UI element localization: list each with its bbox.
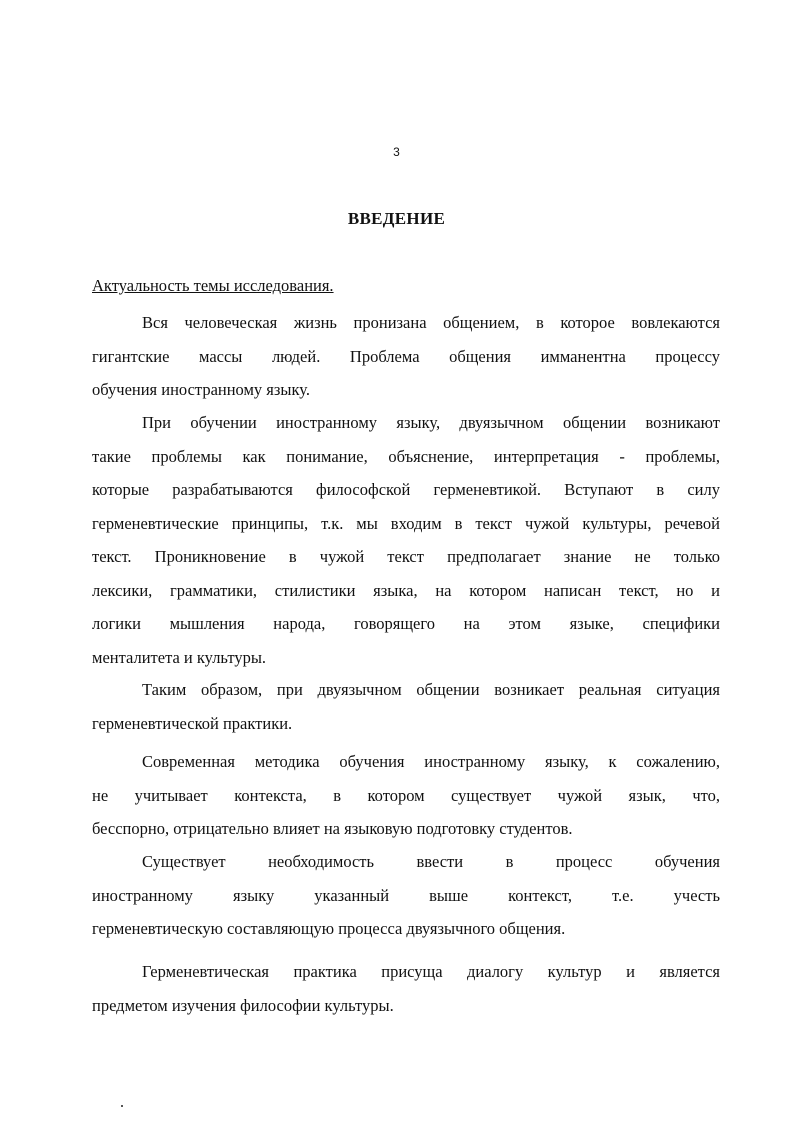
text-line: иностранному языку указанный выше контекст, т.е. учесть [92,885,720,905]
page-title: ВВЕДЕНИЕ [347,209,446,228]
paragraph-3 [92,673,720,740]
text-line: бесспорно, отрицательно влияет на языковую подготовку студентов. [92,819,573,838]
text-line: При обучении иностранному языку, двуязычном общении возникают [142,413,720,432]
text-line: герменевтические принципы, т.к. мы входим в текст чужой культуры, речевой [92,513,720,533]
text-line: Существует необходимость ввести в процесс обучения [142,852,720,871]
page-number: 3 [393,145,400,159]
text-line: такие проблемы как понимание, объяснение, интерпретация - проблемы, [92,446,720,466]
scan-speck [121,1105,123,1107]
text-line: обучения иностранному языку. [92,380,311,399]
text-line: текст. Проникновение в чужой текст предполагает знание не только [92,547,720,566]
paragraph-5 [92,845,720,946]
text-line: Таким образом, при двуязычном общении возникает реальная ситуация [142,680,720,699]
text-line: герменевтическую составляющую процесса двуязычного общения. [92,919,566,938]
paragraph-6 [92,955,720,1022]
text-line: Современная методика обучения иностранному языку, к сожалению, [142,752,720,771]
paragraph-4 [92,745,720,846]
paragraph-1 [92,306,720,407]
text-line: предметом изучения философии культуры. [92,995,394,1015]
text-line: логики мышления народа, говорящего на этом языке, специфики [92,614,720,633]
text-line: не учитывает контекста, в котором существует чужой язык, что, [92,785,720,805]
text-line: гигантские массы людей. Проблема общения имманентна процессу [92,346,720,366]
text-line: Вся человеческая жизнь пронизана общением, в которое вовлекаются [142,313,720,332]
text-line: лексики, грамматики, стилистики языка, на котором написан текст, но и [92,580,720,600]
paragraph-2 [92,406,720,674]
text-line: которые разрабатываются философской герменевтикой. Вступают в силу [92,480,720,499]
text-line: менталитета и культуры. [92,647,267,667]
text-line: герменевтической практики. [92,713,293,733]
section-heading: Актуальность темы исследования. [92,276,334,295]
text-line: Герменевтическая практика присуща диалогу культур и является [142,962,720,981]
